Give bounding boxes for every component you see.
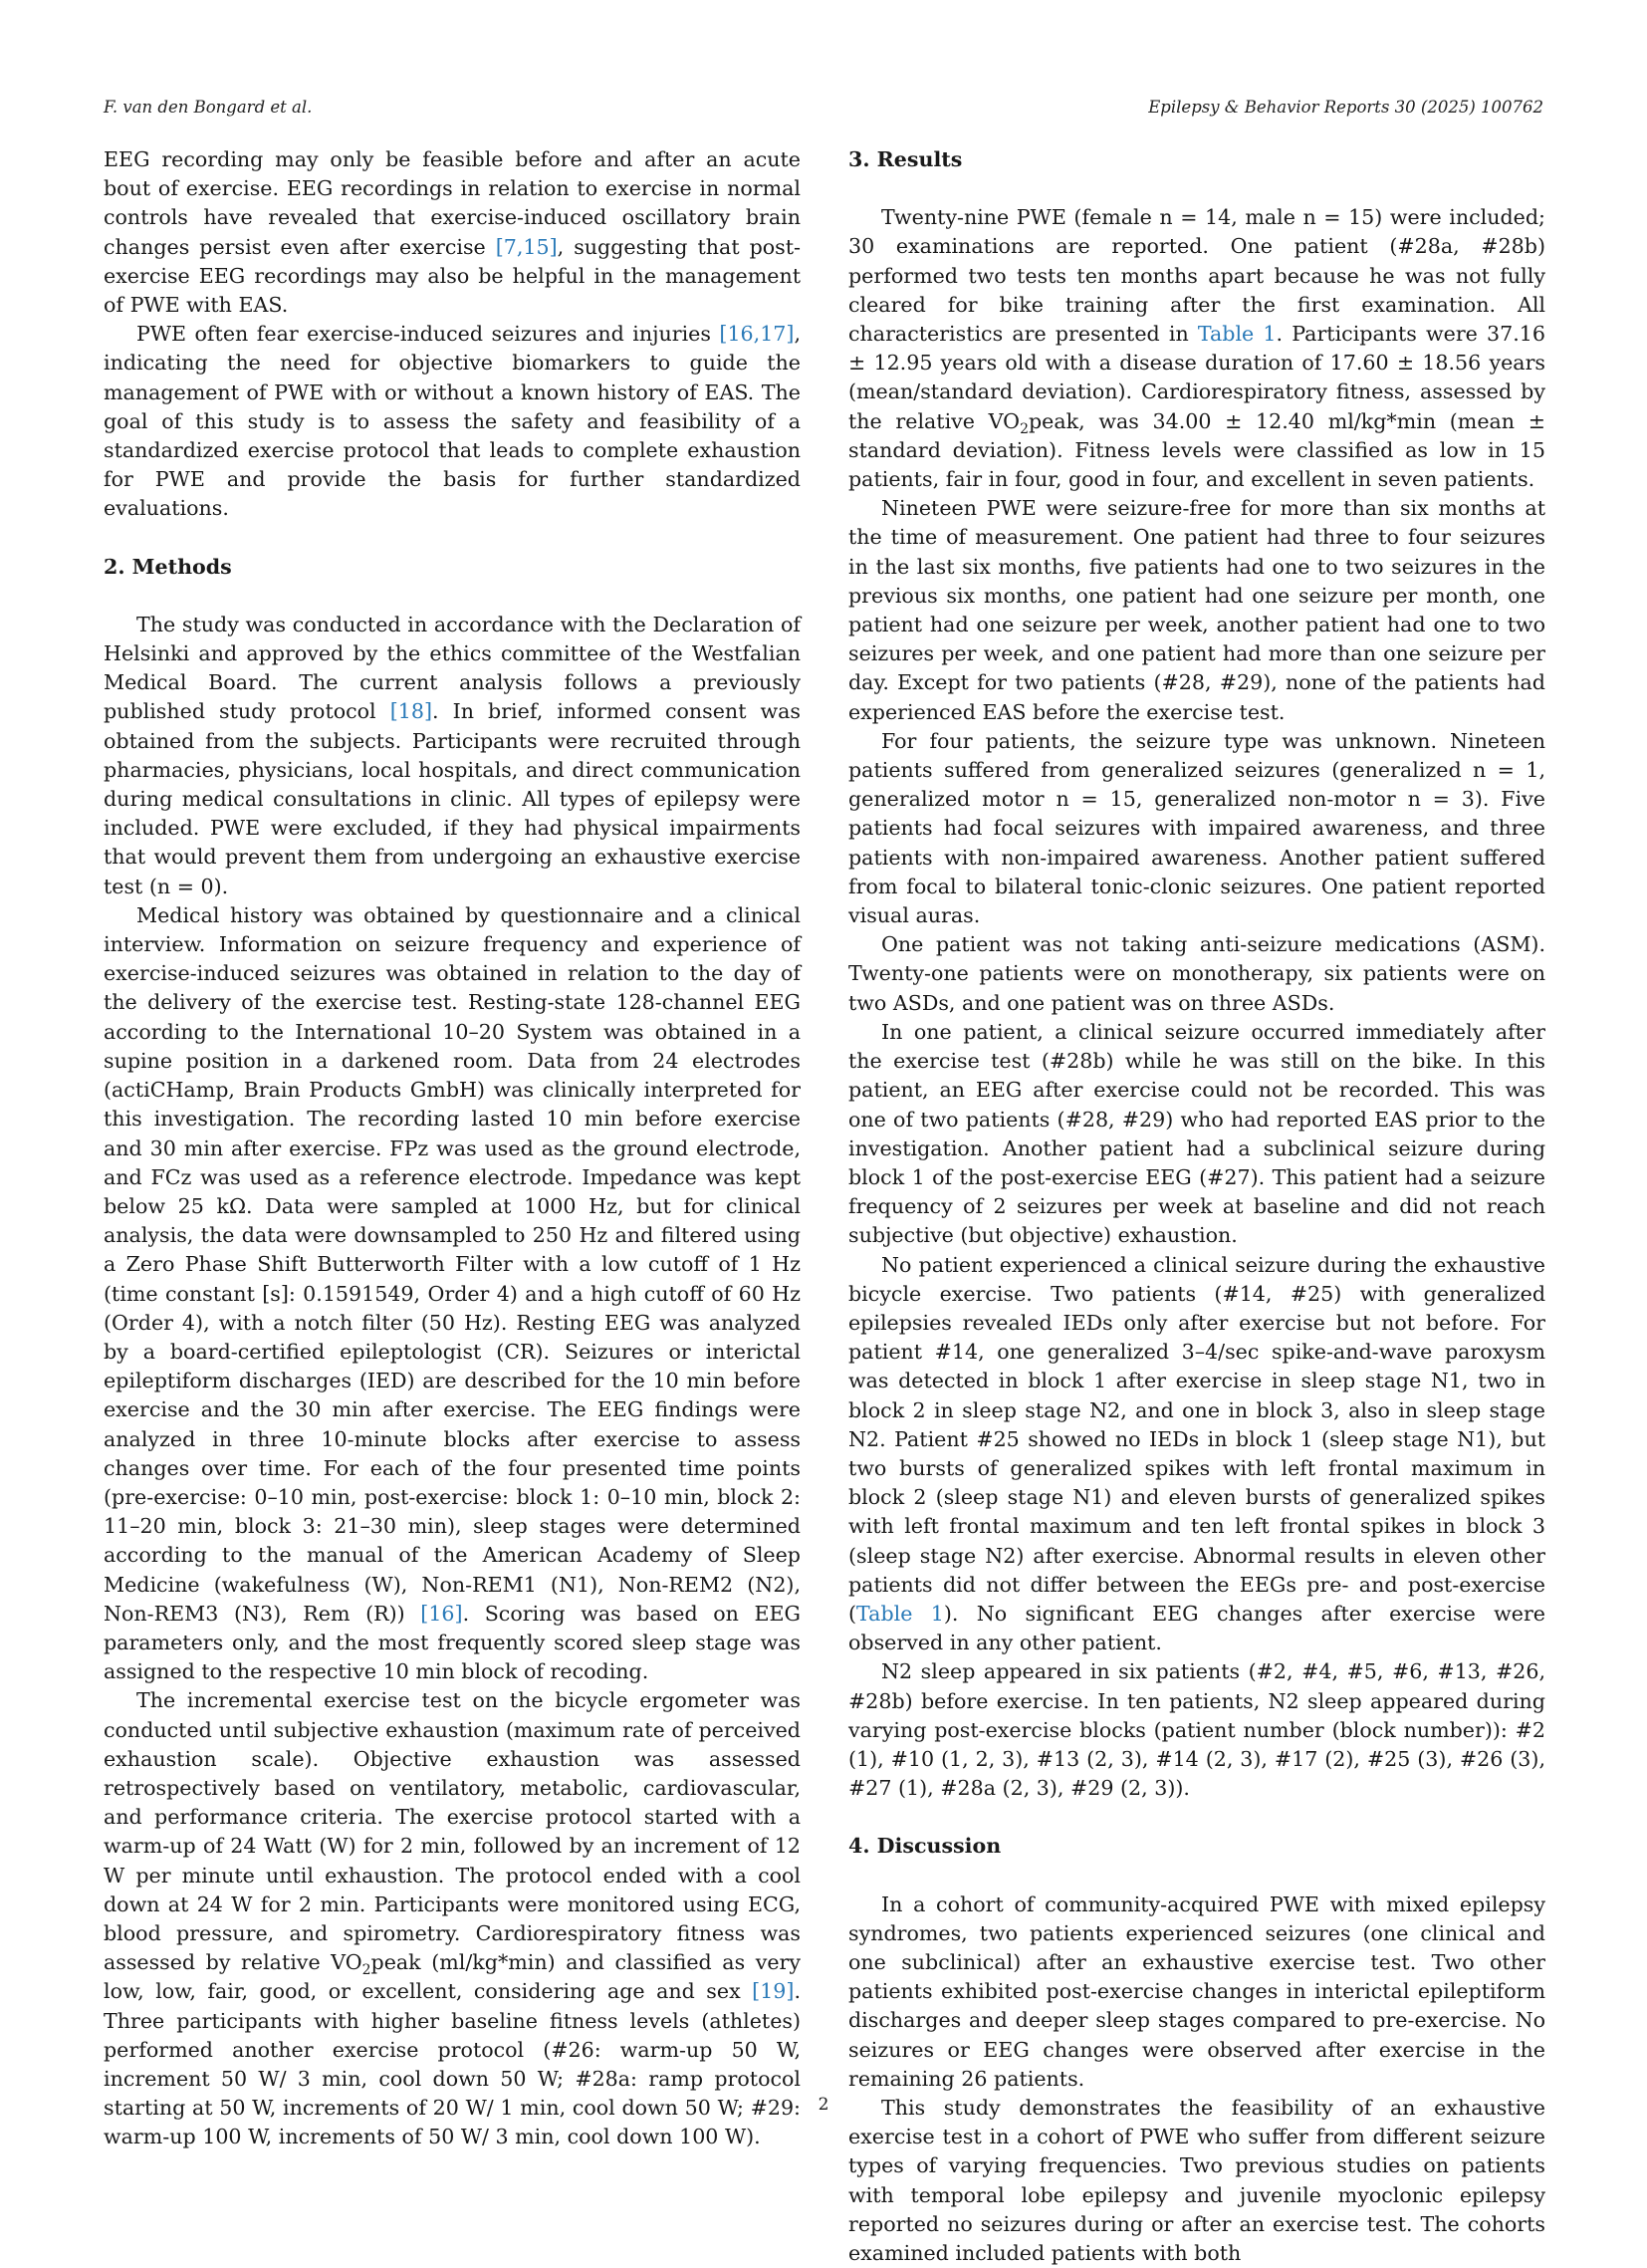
discussion-paragraph: In a cohort of community-acquired PWE with mixed epilepsy syndromes, two patients experienced seizures (one clinical and one subclinical) after an exhaustive exercise test. Two other patients exhibited post-exercise changes in interictal epileptiform discharges and deeper sleep stages compared to pre-exercise. No seizures or EEG changes were observed after exercise in the remaining 26 patients.: [848, 1891, 1545, 2091]
section-heading-discussion: 4. Discussion: [848, 1834, 1002, 1859]
right-column: [848, 145, 1545, 2268]
citation-link[interactable]: [16]: [420, 1601, 463, 1626]
results-paragraph: Twenty-nine PWE (female n = 14, male n = 15) were included; 30 examinations are reported. One patient (#28a, #28b) performed two tests ten months apart because he was not fully cleared for bike training after the first examination. All characteristics are presented in Table 1. Participants were 37.16 ± 12.95 years old with a disease duration of 17.60 ± 18.56 years (mean/standard deviation). Cardiorespiratory fitness, assessed by the relative $VO_2peak$, was 34.00 ± 12.40 ml/kg*min (mean ± standard deviation). Fitness levels were classified as low in 15 patients, fair in four, good in four, and excellent in seven patients.: [848, 205, 1545, 492]
page-number: 2: [818, 2095, 829, 2115]
methods-paragraph: The incremental exercise test on the bicycle ergometer was conducted until subjective exhaustion (maximum rate of perceived exhaustion scale). Objective exhaustion was assessed retrospectively based on ventilatory, metabolic, cardiovascular, and performance criteria. The exercise protocol started with a warm-up of 24 Watt (W) for 2 min, followed by an increment of 12 W per minute until exhaustion. The protocol ended with a cool down at 24 W for 2 min. Participants were monitored using ECG, blood pressure, and spirometry. Cardiorespiratory fitness was assessed by relative $VO_2peak$ (ml/kg*min) and classified as very low, low, fair, good, or excellent, considering age and sex [19]. Three participants with higher baseline fitness levels (athletes) performed another exercise protocol (#26: warm-up 50 W, increment 50 W/ 3 min, cool down 50 W; #28a: ramp protocol starting at 50 W, increments of 20 W/ 1 min, cool down 50 W; #29: warm-up 100 W, increments of 50 W/ 3 min, cool down 100 W).: [104, 1688, 801, 2149]
citation-link[interactable]: [16,17]: [719, 322, 795, 347]
citation-link[interactable]: [7,15]: [495, 234, 558, 259]
results-paragraph: One patient was not taking anti-seizure medications (ASM). Twenty-one patients were on monotherapy, six patients were on two ASDs, and one patient was on three ASDs.: [848, 932, 1545, 1015]
running-header-authors: F. van den Bongard et al.: [104, 98, 313, 117]
results-paragraph: N2 sleep appeared in six patients (#2, #4, #5, #6, #13, #26, #28b) before exercise. In ten patients, N2 sleep appeared during varying post-exercise blocks (patient number (block number)): #2 (1), #10 (1, 2, 3), #13 (2, 3), #14 (2, 3), #17 (2), #25 (3), #26 (3), #27 (1), #28a (2, 3), #29 (2, 3)).: [848, 1659, 1545, 1801]
results-paragraph: In one patient, a clinical seizure occurred immediately after the exercise test (#28b) while he was still on the bike. In this patient, an EEG after exercise could not be recorded. This was one of two patients (#28, #29) who had reported EAS prior to the investigation. Another patient had a subclinical seizure during block 1 of the post-exercise EEG (#27). This patient had a seizure frequency of 2 seizures per week at baseline and did not reach subjective (but objective) exhaustion.: [848, 1019, 1545, 1248]
methods-paragraph: The study was conducted in accordance with the Declaration of Helsinki and approved by the ethics committee of the Westfalian Medical Board. The current analysis follows a previously published study protocol [18]. In brief, informed consent was obtained from the subjects. Participants were recruited through pharmacies, physicians, local hospitals, and direct communication during medical consultations in clinic. All types of epilepsy were included. PWE were excluded, if they had physical impairments that would prevent them from undergoing an exhaustive exercise test (n = 0).: [104, 612, 801, 898]
methods-paragraph: Medical history was obtained by questionnaire and a clinical interview. Information on seizure frequency and experience of exercise-induced seizures was obtained in relation to the day of the delivery of the exercise test. Resting-state 128-channel EEG according to the International 10–20 System was obtained in a supine position in a darkened room. Data from 24 electrodes (actiCHamp, Brain Products GmbH) was clinically interpreted for this investigation. The recording lasted 10 min before exercise and 30 min after exercise. FPz was used as the ground electrode, and FCz was used as a reference electrode. Impedance was kept below 25 kΩ. Data were sampled at 1000 Hz, but for clinical analysis, the data were downsampled to 250 Hz and filtered using a Zero Phase Shift Butterworth Filter with a low cutoff of 1 Hz (time constant [s]: 0.1591549, Order 4) and a high cutoff of 60 Hz (Order 4), with a notch filter (50 Hz). Resting EEG was analyzed by a board-certified epileptologist (CR). Seizures or interictal epileptiform discharges (IED) are described for the 10 min before exercise and the 30 min after exercise. The EEG findings were analyzed in three 10-minute blocks after exercise to assess changes over time. For each of the four presented time points (pre-exercise: 0–10 min, post-exercise: block 1: 0–10 min, block 2: 11–20 min, block 3: 21–30 min), sleep stages were determined according to the manual of the American Academy of Sleep Medicine (wakefulness (W), Non-REM1 (N1), Non-REM2 (N2), Non-REM3 (N3), Rem (R)) [16]. Scoring was based on EEG parameters only, and the most frequently scored sleep stage was assigned to the respective 10 min block of recoding.: [104, 902, 801, 1684]
left-column: [104, 145, 801, 2152]
table-link[interactable]: Table 1: [856, 1601, 944, 1626]
section-heading-results: 3. Results: [848, 147, 963, 171]
intro-paragraph: PWE often fear exercise-induced seizures and injuries [16,17], indicating the need for objective biomarkers to guide the management of PWE with or without a known history of EAS. The goal of this study is to assess the safety and feasibility of a standardized exercise protocol that leads to complete exhaustion for PWE and provide the basis for further standardized evaluations.: [104, 322, 801, 521]
running-header-journal: Epilepsy & Behavior Reports 30 (2025) 100762: [1148, 98, 1543, 117]
results-paragraph: Nineteen PWE were seizure-free for more than six months at the time of measurement. One patient had three to four seizures in the last six months, five patients had one to two seizures in the previous six months, one patient had one seizure per month, one patient had one seizure per week, another patient had one to two seizures per week, and one patient had more than one seizure per day. Except for two patients (#28, #29), none of the patients had experienced EAS before the exercise test.: [848, 496, 1545, 724]
citation-link[interactable]: [19]: [752, 1979, 795, 2004]
results-paragraph: For four patients, the seizure type was unknown. Nineteen patients suffered from generalized seizures (generalized n = 1, generalized motor n = 15, generalized non-motor n = 3). Five patients had focal seizures with impaired awareness, and three patients with non-impaired awareness. Another patient suffered from focal to bilateral tonic-clonic seizures. One patient reported visual auras.: [848, 728, 1545, 928]
table-link[interactable]: Table 1: [1197, 322, 1277, 347]
discussion-paragraph: This study demonstrates the feasibility of an exhaustive exercise test in a cohort of PWE who suffer from different seizure types of varying frequencies. Two previous studies on patients with temporal lobe epilepsy and juvenile myoclonic epilepsy reported no seizures during or after an exercise test. The cohorts examined included patients with both: [848, 2096, 1545, 2266]
citation-link[interactable]: [18]: [389, 699, 432, 724]
section-heading-methods: 2. Methods: [104, 554, 232, 579]
results-paragraph: No patient experienced a clinical seizure during the exhaustive bicycle exercise. Two patients (#14, #25) with generalized epilepsies revealed IEDs only after exercise but not before. For patient #14, one generalized 3–4/sec spike-and-wave paroxysm was detected in block 1 after exercise in sleep stage N1, two in block 2 in sleep stage N2, and one in block 3, also in sleep stage N2. Patient #25 showed no IEDs in block 1 (sleep stage N1), but two bursts of generalized spikes with left frontal maximum in block 2 (sleep stage N1) and eleven bursts of generalized spikes with left frontal maximum and ten left frontal spikes in block 3 (sleep stage N2) after exercise. Abnormal results in eleven other patients did not differ between the EEGs pre- and post-exercise (Table 1). No significant EEG changes after exercise were observed in any other patient.: [848, 1252, 1545, 1655]
intro-paragraph: EEG recording may only be feasible before and after an acute bout of exercise. EEG recordings in relation to exercise in normal controls have revealed that exercise-induced oscillatory brain changes persist even after exercise [7,15], suggesting that post-exercise EEG recordings may also be helpful in the management of PWE with EAS.: [104, 147, 801, 318]
